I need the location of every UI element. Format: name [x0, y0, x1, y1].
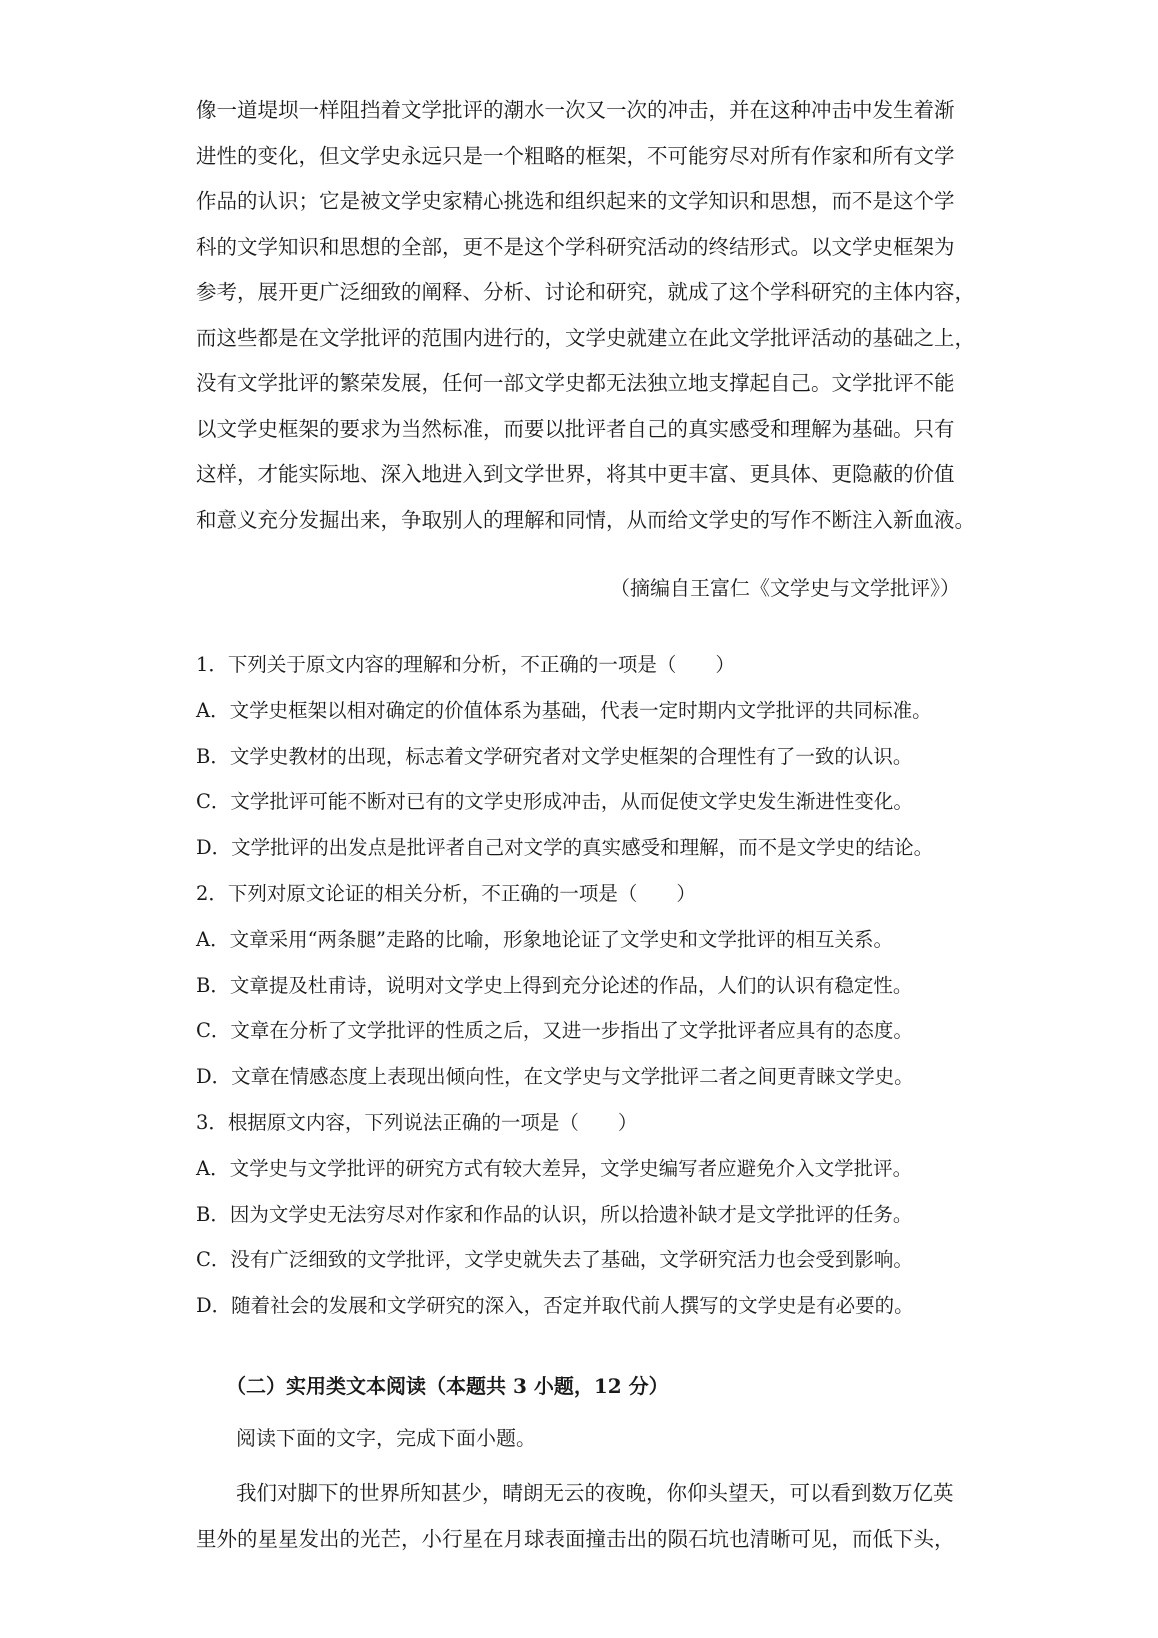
passage-line: 我们对脚下的世界所知甚少，晴朗无云的夜晚，你仰头望天，可以看到数万亿英 [236, 1481, 954, 1505]
source-citation: （摘编自王富仁《文学史与文学批评》） [610, 576, 960, 600]
option-2a: A．文章采用“两条腿”走路的比喻，形象地论证了文学史和文学批评的相互关系。 [196, 927, 894, 951]
question-list [196, 642, 996, 1329]
passage-line: 以文学史框架的要求为当然标准，而要以批评者自己的真实感受和理解为基础。只有 [196, 416, 955, 441]
question-stem-3: 3．根据原文内容，下列说法正确的一项是（ ） [196, 1110, 638, 1134]
option-3c: C．没有广泛细致的文学批评，文学史就失去了基础，文学研究活力也会受到影响。 [196, 1248, 913, 1272]
option-2b: B．文章提及杜甫诗，说明对文学史上得到充分论述的作品，人们的认识有稳定性。 [196, 973, 913, 997]
passage-line: 作品的认识；它是被文学史家精心挑选和组织起来的文学知识和思想，而不是这个学 [196, 189, 955, 213]
option-3d: D．随着社会的发展和文学研究的深入，否定并取代前人撰写的文学史是有必要的。 [196, 1294, 914, 1318]
option-1c: C．文学批评可能不断对已有的文学史形成冲击，从而促使文学史发生渐进性变化。 [196, 790, 913, 814]
second-passage [196, 1470, 966, 1562]
passage-line: 而这些都是在文学批评的范围内进行的，文学史就建立在此文学批评活动的基础之上， [196, 325, 975, 350]
passage-line: 进性的变化，但文学史永远只是一个粗略的框架，不可能穷尽对所有作家和所有文学 [196, 143, 955, 168]
passage-line: 科的文学知识和思想的全部，更不是这个学科研究活动的终结形式。以文学史框架为 [196, 234, 955, 259]
passage-line: 和意义充分发掘出来，争取别人的理解和同情，从而给文学史的写作不断注入新血液。 [196, 507, 975, 532]
option-3b: B．因为文学史无法穷尽对作家和作品的认识，所以拾遗补缺才是文学批评的任务。 [196, 1202, 913, 1226]
passage-line: 这样，才能实际地、深入地进入到文学世界，将其中更丰富、更具体、更隐蔽的价值 [196, 462, 955, 486]
option-3a: A．文学史与文学批评的研究方式有较大差异，文学史编写者应避免介入文学批评。 [196, 1156, 913, 1180]
reading-instruction: 阅读下面的文字，完成下面小题。 [236, 1426, 536, 1450]
question-stem-1: 1．下列关于原文内容的理解和分析，不正确的一项是（ ） [196, 653, 735, 676]
passage-line: 参考，展开更广泛细致的阐释、分析、讨论和研究，就成了这个学科研究的主体内容， [196, 280, 975, 304]
section-heading: （二）实用类文本阅读（本题共 3 小题，12 分） [226, 1374, 669, 1398]
question-stem-2: 2．下列对原文论证的相关分析，不正确的一项是（ ） [196, 881, 696, 905]
option-1b: B．文学史教材的出现，标志着文学研究者对文学史框架的合理性有了一致的认识。 [196, 744, 913, 768]
passage-line: 像一道堤坝一样阻挡着文学批评的潮水一次又一次的冲击，并在这种冲击中发生着渐 [196, 98, 955, 122]
passage-line: 里外的星星发出的光芒，小行星在月球表面撞击出的陨石坑也清晰可见，而低下头， [196, 1527, 955, 1551]
passage-line: 没有文学批评的繁荣发展，任何一部文学史都无法独立地支撑起自己。文学批评不能 [196, 371, 955, 395]
option-2c: C．文章在分析了文学批评的性质之后，又进一步指出了文学批评者应具有的态度。 [196, 1019, 913, 1043]
option-2d: D．文章在情感态度上表现出倾向性，在文学史与文学批评二者之间更青睐文学史。 [196, 1065, 914, 1089]
option-1a: A．文学史框架以相对确定的价值体系为基础，代表一定时期内文学批评的共同标准。 [196, 698, 932, 722]
passage-paragraph [196, 88, 975, 543]
option-1d: D．文学批评的出发点是批评者自己对文学的真实感受和理解，而不是文学史的结论。 [196, 836, 934, 860]
